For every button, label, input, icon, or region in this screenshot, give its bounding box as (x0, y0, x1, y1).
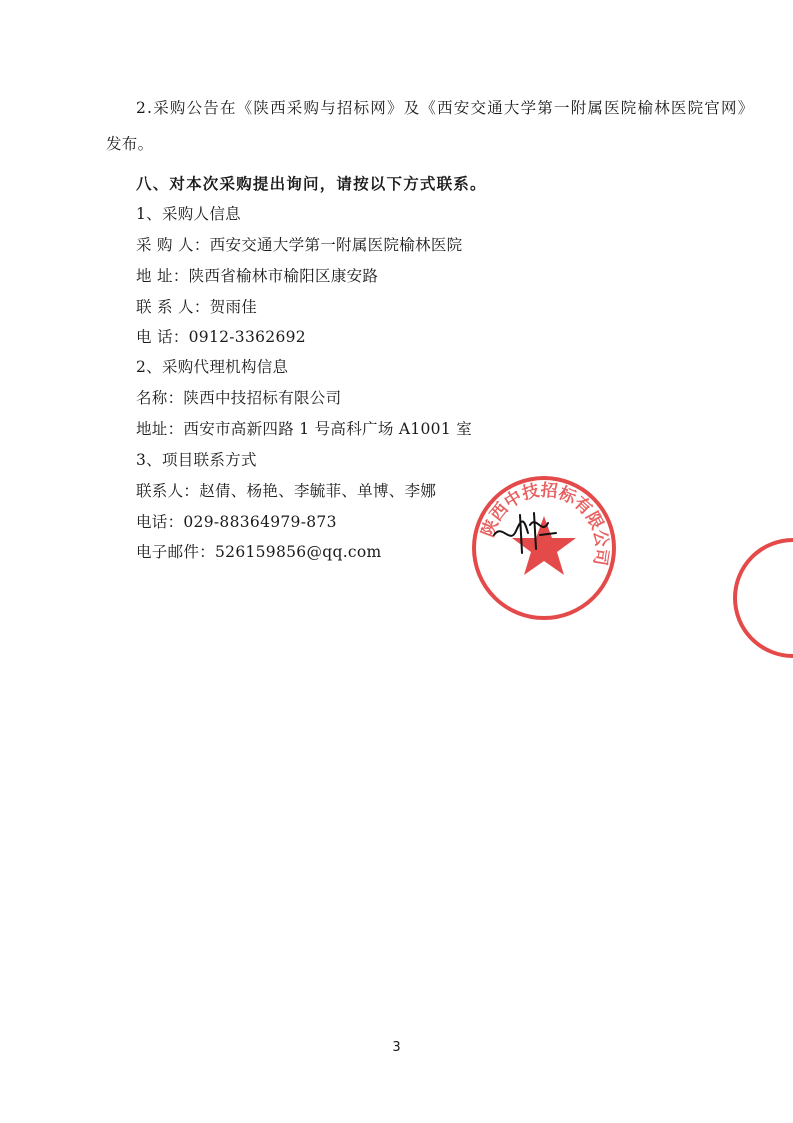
subheading-purchaser-info: 1、采购人信息 (136, 205, 241, 223)
purchaser-contact: 联 系 人：贺雨佳 (136, 298, 258, 316)
purchaser-address: 地 址：陕西省榆林市榆阳区康安路 (136, 267, 379, 285)
project-phone: 电话：029-88364979-873 (136, 513, 337, 531)
project-contacts: 联系人：赵倩、杨艳、李毓菲、单博、李娜 (136, 482, 437, 500)
handwritten-signature-icon (490, 505, 560, 560)
svg-text:陕西中技招标有限公司: 陕西中技招标有限公司 (478, 480, 612, 567)
agency-address: 地址：西安市高新四路 1 号高科广场 A1001 室 (136, 420, 473, 438)
project-email: 电子邮件：526159856@qq.com (136, 543, 382, 561)
purchaser-phone: 电 话：0912-3362692 (136, 328, 306, 346)
purchaser-name: 采 购 人：西安交通大学第一附属医院榆林医院 (136, 236, 463, 254)
section-heading-8: 八、对本次采购提出询问，请按以下方式联系。 (136, 174, 487, 193)
subheading-project-contact: 3、项目联系方式 (136, 451, 257, 469)
subheading-agency-info: 2、采购代理机构信息 (136, 358, 289, 376)
agency-name: 名称：陕西中技招标有限公司 (136, 389, 342, 407)
page-number: 3 (392, 1040, 401, 1055)
text-line-1: 2.采购公告在《陕西采购与招标网》及《西安交通大学第一附属医院榆林医院官网》 (136, 99, 755, 117)
partial-seal-icon (718, 535, 793, 661)
text-line-2: 发布。 (106, 135, 154, 153)
